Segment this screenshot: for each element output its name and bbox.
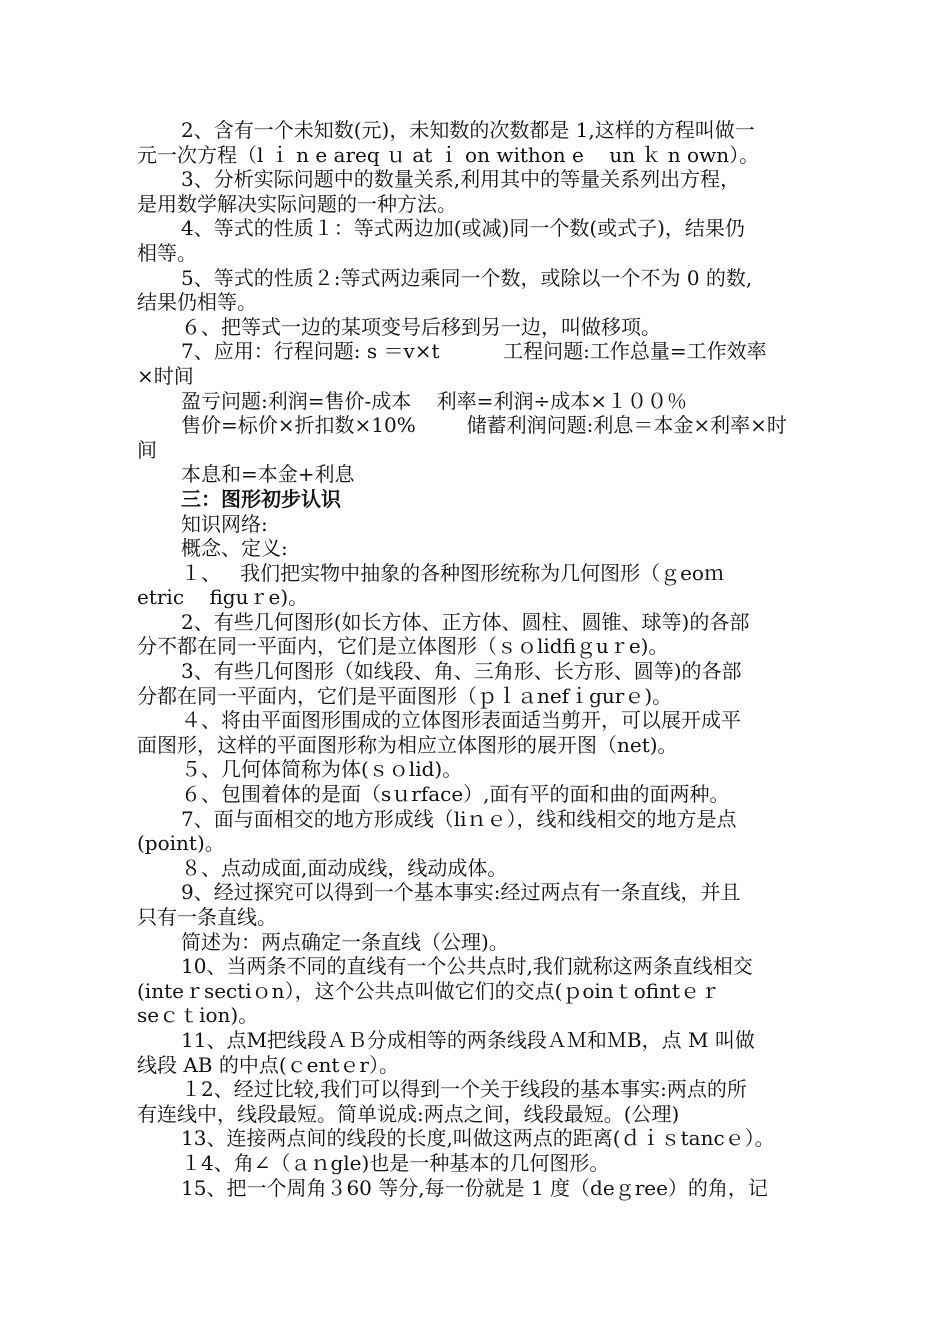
text-line: 分不都在同一平面内，它们是立体图形（ｓｏlidfiｇuｒe)。 <box>137 634 669 659</box>
text-line: ５、几何体简称为体(ｓｏlid)。 <box>181 757 463 782</box>
text-line: 是用数学解决实际问题的一种方法。 <box>137 191 457 216</box>
text-line: 简述为：两点确定一条直线（公理)。 <box>181 929 509 954</box>
text-line: 分都在同一平面内，它们是平面图形（ｐｌａnefｉgurｅ)。 <box>137 683 673 708</box>
section-heading: 三：图形初步认识 <box>181 486 341 511</box>
text-line: 10、当两条不同的直线有一个公共点时,我们就称这两条直线相交 <box>181 954 753 979</box>
text-line: 4、等式的性质１：等式两边加(或减)同一个数(或式子)，结果仍 <box>181 216 745 241</box>
text-line: １4、角∠（ａｎgle)也是一种基本的几何图形。 <box>181 1150 610 1175</box>
text-line: 间 <box>137 437 157 462</box>
text-line: 11、点M把线段ＡＢ分成相等的两条线段ＡＭ和ＭB，点 M 叫做 <box>181 1027 755 1052</box>
text-line: 有连线中，线段最短。简单说成:两点之间，线段最短。(公理) <box>137 1101 680 1126</box>
text-line: etric figuｒe)。 <box>137 585 309 610</box>
text-line: ８、点动成面,面动成线，线动成体。 <box>181 855 508 880</box>
text-line: １2、经过比较,我们可以得到一个关于线段的基本事实:两点的所 <box>181 1077 747 1102</box>
text-line: 知识网络: <box>181 511 268 536</box>
text-line: 2、有些几何图形(如长方体、正方体、圆柱、圆锥、球等)的各部 <box>181 609 750 634</box>
text-line: 3、有些几何图形（如线段、角、三角形、长方形、圆等)的各部 <box>181 659 742 684</box>
text-line: 盈亏问题:利润=售价-成本 利率=利润÷成本×１００％ <box>181 388 687 413</box>
text-line: ６、把等式一边的某项变号后移到另一边，叫做移项。 <box>181 314 661 339</box>
text-line: ６、包围着体的是面（sｕrface）,面有平的面和曲的面两种。 <box>181 782 730 807</box>
text-line: 元一次方程（l ｉ n e areq ｕ at ｉ on withon e un ｋ n own）。 <box>137 142 760 167</box>
text-line: seｃｔion)。 <box>137 1003 259 1028</box>
text-line: 线段 AB 的中点(ｃentｅr）。 <box>137 1052 399 1077</box>
text-line: (point)。 <box>137 831 225 856</box>
text-line: (inteｒsectiｏn），这个公共点叫做它们的交点(ｐoinｔofintｅｒ <box>137 978 720 1003</box>
text-line: 5、等式的性质２:等式两边乘同一个数，或除以一个不为 0 的数, <box>181 265 753 290</box>
text-line: 相等。 <box>137 240 197 265</box>
text-line: ４、将由平面图形围成的立体图形表面适当剪开，可以展开成平 <box>181 708 741 733</box>
text-line: 只有一条直线。 <box>137 905 277 929</box>
text-line: 7、面与面相交的地方形成线（liｎｅ），线和线相交的地方是点 <box>181 806 737 831</box>
text-line: 面图形，这样的平面图形称为相应立体图形的展开图（net)。 <box>137 732 678 757</box>
text-line: 结果仍相等。 <box>137 290 257 315</box>
text-line: 9、经过探究可以得到一个基本事实:经过两点有一条直线，并且 <box>181 880 741 905</box>
text-line: 售价=标价×折扣数×10% 储蓄利润问题:利息＝本金×利率×时 <box>181 413 787 438</box>
text-line: １、 我们把实物中抽象的各种图形统称为几何图形（ｇeoｍ <box>181 560 724 585</box>
document-body <box>137 118 817 1200</box>
text-line: 概念、定义: <box>181 536 288 561</box>
text-line: 15、把一个周角３60 等分,每一份就是 1 度（deｇree）的角，记 <box>181 1175 768 1200</box>
text-line: 7、应用：行程问题: s ＝v×t 工程问题:工作总量=工作效率 <box>181 339 767 364</box>
text-line: 13、连接两点间的线段的长度,叫做这两点的距离(ｄｉｓtancｅ）。 <box>181 1126 775 1151</box>
text-line: 3、分析实际问题中的数量关系,利用其中的等量关系列出方程， <box>181 167 741 192</box>
text-line: 本息和=本金+利息 <box>181 462 355 487</box>
text-line: 2、含有一个未知数(元)，未知数的次数都是 1,这样的方程叫做一 <box>181 118 755 142</box>
text-line: ×时间 <box>137 363 194 388</box>
